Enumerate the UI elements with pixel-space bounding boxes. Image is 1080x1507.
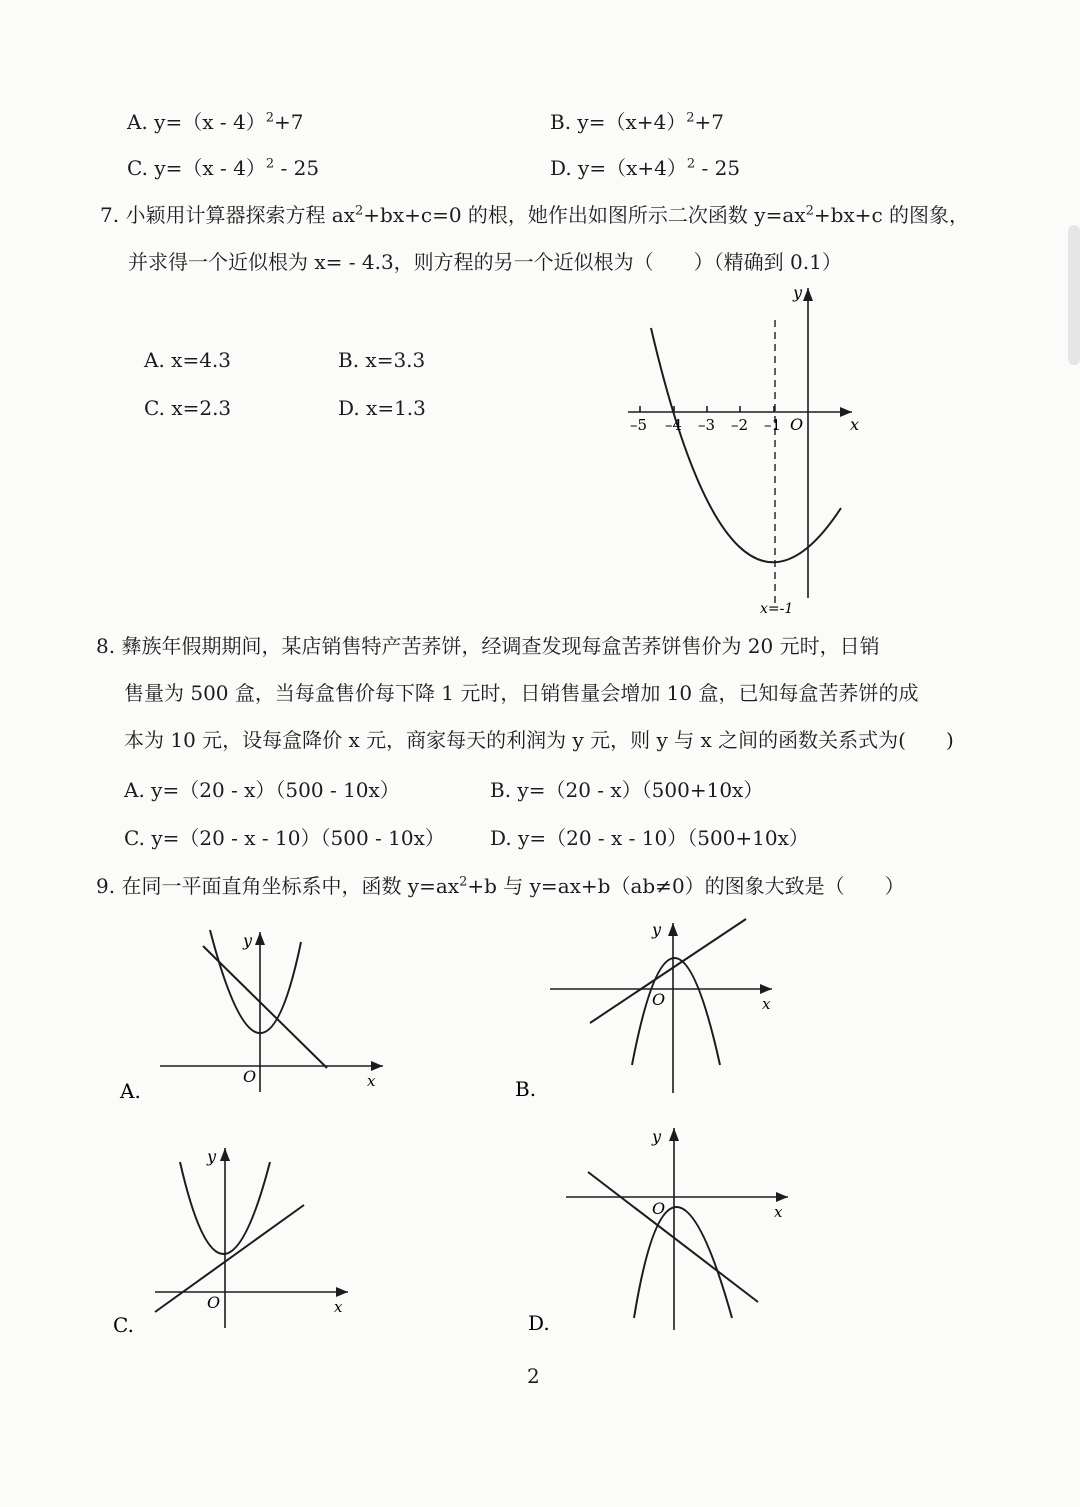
y-axis-arrow-icon xyxy=(803,288,813,301)
tick-label: –1 xyxy=(764,416,782,434)
x-axis-arrow-icon xyxy=(371,1061,383,1071)
x-axis-arrow-icon xyxy=(760,984,772,994)
parabola-curve xyxy=(651,328,841,562)
x-axis-arrow-icon xyxy=(776,1192,788,1202)
graph-label: D. xyxy=(528,1311,550,1335)
q8-option-c[interactable]: C. y=（20 - x - 10）（500 - 10x） xyxy=(124,826,445,850)
q9-graph-b[interactable] xyxy=(510,915,790,1105)
q8-option-a[interactable]: A. y=（20 - x）（500 - 10x） xyxy=(124,778,400,802)
y-axis-label: y xyxy=(652,1127,662,1146)
y-axis-label: y xyxy=(207,1147,217,1166)
q8-stem-line3: 本为 10 元，设每盒降价 x 元，商家每天的利润为 y 元，则 y 与 x 之间的函数关系式为( ) xyxy=(124,728,954,752)
q7-stem-line2: 并求得一个近似根为 x= - 4.3，则方程的另一个近似根为（ ）（精确到 0.1） xyxy=(128,250,842,274)
q8-option-b[interactable]: B. y=（20 - x）（500+10x） xyxy=(490,778,764,802)
y-axis-arrow-icon xyxy=(668,923,678,936)
x-axis-label: x xyxy=(850,415,860,434)
x-axis-label: x xyxy=(334,1298,343,1316)
tick-label: –3 xyxy=(698,416,716,434)
q6-option-d[interactable]: D. $y=(x+4)^2 - 25$ xyxy=(550,156,741,180)
x-axis-label: x xyxy=(367,1072,376,1090)
q6-option-c[interactable]: C. y=（x - 4）$^2$ - 25 xyxy=(127,156,320,180)
q7-stem-line1: 7. 小颖用计算器探索方程 $ax^2+bx+c=0$ 的根，她作出如图所示二次函数 $y=ax^2+bx+c$ 的图象， xyxy=(100,203,969,227)
q9-graph-c[interactable] xyxy=(110,1140,370,1340)
q7-option-d[interactable]: D. x=1.3 xyxy=(338,396,426,420)
q6-option-a[interactable]: A. y=（x - 4）$^2$+7 xyxy=(127,110,304,134)
line-graph xyxy=(588,1172,758,1302)
parabola-curve xyxy=(632,958,720,1065)
q8-stem-line1: 8. 彝族年假期期间，某店销售特产苦荞饼，经调查发现每盒苦荞饼售价为 20 元时，日销 xyxy=(96,634,880,658)
q9-graph-a[interactable] xyxy=(115,920,395,1110)
line-graph xyxy=(155,1205,304,1312)
origin-label: O xyxy=(652,1199,666,1218)
q8-option-d[interactable]: D. y=（20 - x - 10）（500+10x） xyxy=(490,826,809,850)
parabola-curve xyxy=(210,930,301,1033)
parabola-curve xyxy=(634,1207,732,1318)
q9-graph-d[interactable] xyxy=(520,1120,800,1340)
x-axis-label: x xyxy=(774,1203,783,1221)
q7-option-b[interactable]: B. x=3.3 xyxy=(338,348,426,372)
graph-label: B. xyxy=(515,1077,537,1101)
page-number: 2 xyxy=(527,1364,540,1388)
y-axis-arrow-icon xyxy=(220,1148,230,1161)
q9-stem: 9. 在同一平面直角坐标系中，函数 $y=ax^2+b$ 与 y=ax+b（ab≠0）的图象大致是（ ） xyxy=(96,874,905,898)
q7-option-c[interactable]: C. x=2.3 xyxy=(144,396,232,420)
y-axis-arrow-icon xyxy=(255,932,265,945)
q9-number: 9. xyxy=(96,874,116,898)
origin-label: O xyxy=(790,415,804,434)
graph-label: A. xyxy=(120,1079,141,1103)
origin-label: O xyxy=(207,1293,221,1312)
x-axis-arrow-icon xyxy=(336,1287,348,1297)
scrollbar-thumb[interactable] xyxy=(1068,225,1080,365)
y-axis-label: y xyxy=(793,283,803,302)
tick-label: –4 xyxy=(665,416,683,434)
graph-label: C. xyxy=(113,1313,134,1337)
line-graph xyxy=(203,946,327,1068)
y-axis-label: y xyxy=(652,920,662,939)
y-axis-arrow-icon xyxy=(669,1128,679,1141)
q7-parabola-graph xyxy=(620,280,870,620)
line-graph xyxy=(590,919,746,1023)
symmetry-axis-label: x=-1 xyxy=(760,601,794,617)
tick-label: –5 xyxy=(630,416,648,434)
q8-number: 8. xyxy=(96,634,116,658)
origin-label: O xyxy=(243,1067,257,1086)
y-axis-label: y xyxy=(243,931,253,950)
tick-label: –2 xyxy=(731,416,749,434)
q7-option-a[interactable]: A. x=4.3 xyxy=(144,348,232,372)
q8-stem-line2: 售量为 500 盒，当每盒售价每下降 1 元时，日销售量会增加 10 盒，已知每盒苦荞饼的成 xyxy=(124,681,919,705)
q6-option-b[interactable]: B. $y=(x+4)^2+7$ xyxy=(550,110,725,134)
q7-number: 7. xyxy=(100,203,120,227)
origin-label: O xyxy=(652,990,666,1009)
x-axis-label: x xyxy=(762,995,771,1013)
